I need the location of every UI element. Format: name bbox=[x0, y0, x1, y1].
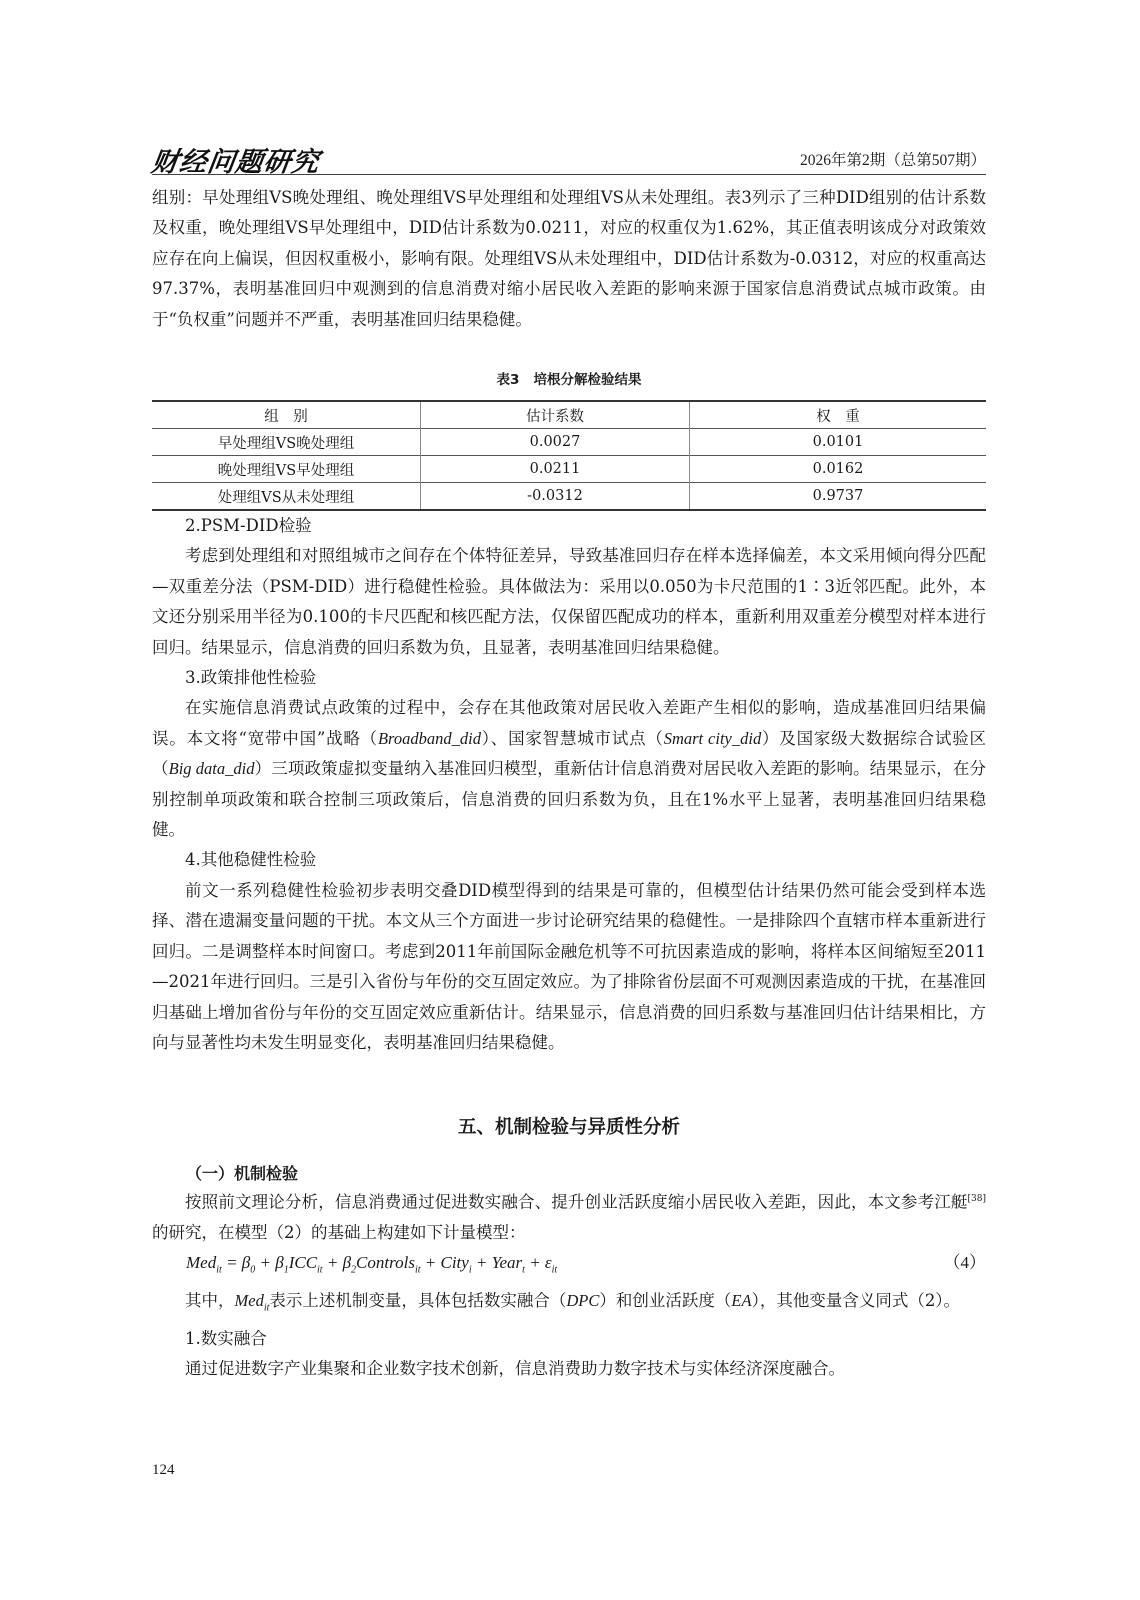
cell-group: 处理组VS从未处理组 bbox=[152, 483, 421, 511]
text-run: ）和创业活跃度（ bbox=[599, 1291, 732, 1311]
other-heading: 4.其他稳健性检验 bbox=[185, 850, 317, 870]
variable-broadband: Broadband_did bbox=[377, 728, 481, 748]
column-header-weight: 权 重 bbox=[816, 408, 860, 425]
text-run: ）三项政策虚拟变量纳入基准回归模型，重新估计信息消费对居民收入差距的影响。结果显示，在分别控制单项政策和联合控制三项政策后，信息消费的回归系数为负，且在1%水平上显著，表明基准回归结果稳健。 bbox=[152, 759, 987, 840]
eq-sub: it bbox=[414, 1264, 421, 1276]
eq-term: Year bbox=[491, 1253, 523, 1273]
citation: [38] bbox=[967, 1194, 986, 1204]
eq-sub: i bbox=[468, 1264, 472, 1276]
exclusivity-heading: 3.政策排他性检验 bbox=[185, 668, 317, 688]
text-run: 其中， bbox=[185, 1291, 235, 1311]
text-run: ）、国家智慧城市试点（ bbox=[480, 728, 664, 748]
equation-number: （4） bbox=[943, 1253, 986, 1273]
table-row bbox=[152, 456, 986, 483]
table-caption bbox=[152, 368, 986, 388]
eq-sub: 2 bbox=[351, 1264, 357, 1276]
intro-paragraph: 组别：早处理组VS晚处理组、晚处理组VS早处理组和处理组VS从未处理组。表3列示了三种DID组别的估计系数及权重，晚处理组VS早处理组中，DID估计系数为0.0211，对应的权重仅为1.62%，其正值表明该成分对政策效应存在向上偏误，但因权重极小，影响有限。处理组VS从未处理组中，DID估计系数为-0.0312，对应的权重高达97.37%，表明基准回归中观测到的信息消费对缩小居民收入差距的影响来源于国家信息消费试点城市政策。由于“负权重”问题并不严重，表明基准回归结果稳健。 bbox=[152, 188, 986, 329]
table-header-row bbox=[152, 401, 986, 429]
text-run: 按照前文理论分析，信息消费通过促进数实融合、提升创业活跃度缩小居民收入差距，因此，本文参考江艇 bbox=[185, 1192, 968, 1212]
eq-term: Controls bbox=[356, 1253, 415, 1273]
table-row bbox=[152, 483, 986, 511]
table-row bbox=[152, 429, 986, 456]
intro-block bbox=[152, 183, 986, 335]
eq-term: City bbox=[440, 1253, 469, 1273]
eq-sub: 1 bbox=[283, 1264, 289, 1276]
section-title: 五、机制检验与异质性分析 bbox=[457, 1117, 680, 1138]
table-title: 培根分解检验结果 bbox=[533, 372, 642, 388]
eq-term: Med bbox=[186, 1253, 217, 1273]
mechanism-paragraph bbox=[152, 1184, 986, 1248]
eq-term: β bbox=[241, 1253, 251, 1273]
digital-real-heading: 1.数实融合 bbox=[185, 1328, 267, 1348]
eq-term: β bbox=[342, 1253, 352, 1273]
variable-smart-city: Smart city_did bbox=[663, 728, 762, 748]
variable-dpc: DPC bbox=[566, 1291, 600, 1311]
text-run: ）及国家级大数据综合试验区（ bbox=[152, 728, 987, 779]
digital-real-paragraph: 通过促进数字产业集聚和企业数字技术创新，信息消费助力数字技术与实体经济深度融合。 bbox=[185, 1359, 845, 1379]
bacon-decomposition-table bbox=[152, 400, 986, 511]
other-paragraph: 前文一系列稳健性检验初步表明交叠DID模型得到的结果是可靠的，但模型估计结果仍然可能会受到样本选择、潜在遗漏变量问题的干扰。本文从三个方面进一步讨论研究结果的稳健性。一是排除四个直辖市样本重新进行回归。二是调整样本时间窗口。考虑到2011年前国际金融危机等不可抗因素造成的影响，将样本区间缩短至2011—2021年进行回归。三是引入省份与年份的交互固定效应。为了排除省份层面不可观测因素造成的干扰，在基准回归基础上增加省份与年份的交互固定效应重新估计。结果显示，信息消费的回归系数与基准回归估计结果相比，方向与显著性均未发生明显变化，表明基准回归结果稳健。 bbox=[152, 880, 986, 1052]
psm-paragraph: 考虑到处理组和对照组城市之间存在个体特征差异，导致基准回归存在样本选择偏差，本文采用倾向得分匹配—双重差分法（PSM-DID）进行稳健性检验。具体做法为：采用以0.050为卡尺范围的1∶3近邻匹配。此外，本文还分别采用半径为0.100的卡尺匹配和核匹配方法，仅保留匹配成功的样本，重新利用双重差分模型对样本进行回归。结果显示，信息消费的回归系数为负，且显著，表明基准回归结果稳健。 bbox=[152, 546, 986, 657]
journal-logo: 财经问题研究 bbox=[149, 147, 322, 178]
equation-4: $Med_{it} = \beta_0 + \beta_1ICC_{it}$ + $\beta_2Controls_{it}$ + City$_i$ + Year$_t$ + $\varepsilon_{it}$ （4） bbox=[152, 1248, 986, 1286]
eq-sub: 0 bbox=[250, 1264, 256, 1276]
running-header bbox=[149, 140, 986, 178]
eq-sub: it bbox=[263, 1302, 270, 1314]
robustness-block bbox=[152, 511, 986, 1058]
eq-term: ε bbox=[544, 1253, 552, 1273]
eq-sub: it bbox=[317, 1264, 323, 1276]
variable-med: Med bbox=[234, 1291, 264, 1311]
text-run: 表示上述机制变量，具体包括数实融合（ bbox=[269, 1291, 567, 1311]
text-run: ），其他变量含义同式（2）。 bbox=[751, 1291, 961, 1311]
definition-paragraph bbox=[152, 1286, 986, 1324]
exclusivity-paragraph bbox=[152, 693, 986, 845]
eq-sub: t bbox=[522, 1264, 525, 1276]
column-header-estimate: 估计系数 bbox=[421, 401, 690, 429]
cell-estimate: 0.0027 bbox=[421, 429, 690, 456]
text-run: 的研究，在模型（2）的基础上构建如下计量模型： bbox=[152, 1222, 526, 1242]
variable-big-data: Big data_did bbox=[168, 759, 255, 779]
psm-heading: 2.PSM-DID检验 bbox=[185, 516, 312, 535]
eq-sub: it bbox=[216, 1264, 222, 1276]
cell-group: 晚处理组VS早处理组 bbox=[152, 456, 421, 483]
table-label: 表3 bbox=[496, 372, 520, 388]
variable-ea: EA bbox=[731, 1291, 752, 1311]
cell-estimate: 0.0211 bbox=[421, 456, 690, 483]
cell-weight: 0.9737 bbox=[812, 488, 864, 504]
text-run: 在实施信息消费试点政策的过程中，会存在其他政策对居民收入差距产生相似的影响，造成基准回归结果偏误。本文将“宽带中国”战略（ bbox=[152, 698, 986, 748]
mechanism-block bbox=[152, 1184, 986, 1385]
eq-term: ICC bbox=[288, 1253, 318, 1273]
cell-estimate: -0.0312 bbox=[421, 483, 690, 511]
issue-info: 2026年第2期（总第507期） bbox=[799, 152, 986, 169]
cell-group: 早处理组VS晚处理组 bbox=[152, 429, 421, 456]
eq-sub: it bbox=[551, 1264, 558, 1276]
subsection-title: （一）机制检验 bbox=[186, 1164, 299, 1183]
column-header-group: 组 别 bbox=[152, 401, 421, 429]
cell-weight: 0.0101 bbox=[812, 434, 864, 450]
page-number: 124 bbox=[152, 1462, 175, 1478]
eq-term: β bbox=[275, 1253, 284, 1273]
cell-weight: 0.0162 bbox=[812, 461, 864, 477]
